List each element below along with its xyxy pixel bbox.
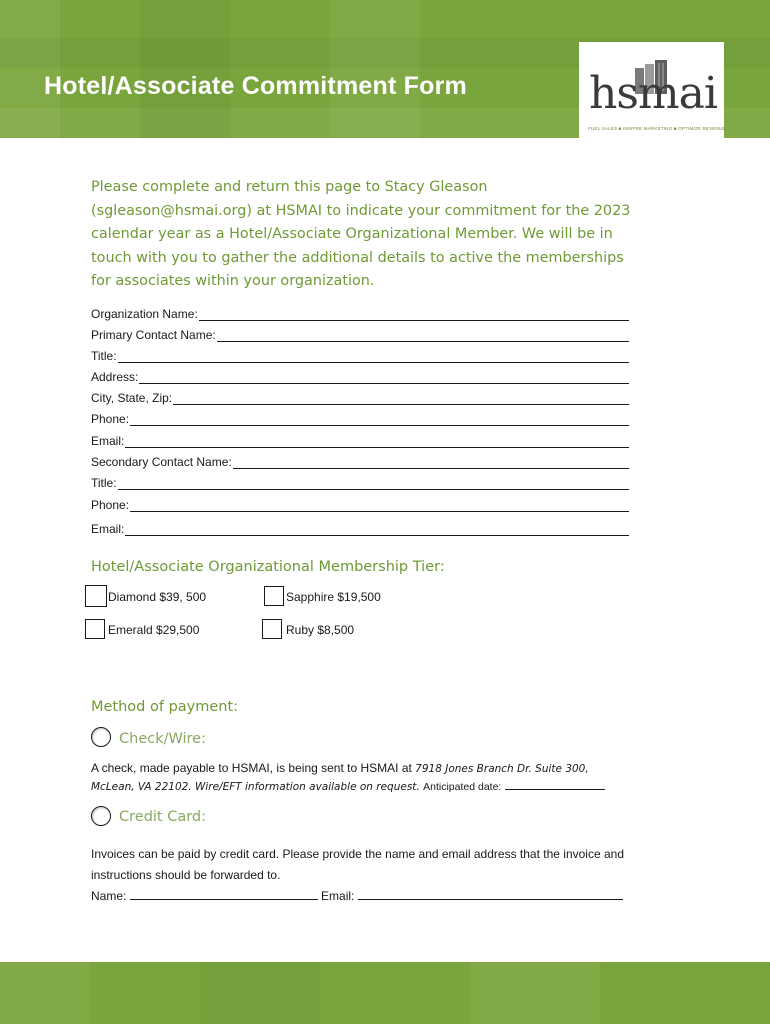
field-line [217,329,629,342]
credit-card-radio[interactable] [91,806,111,826]
card-name-label: Name: [91,889,127,903]
field-line [125,523,629,536]
field-label: City, State, Zip: [91,391,173,405]
credit-card-label: Credit Card: [119,809,207,825]
ruby-checkbox[interactable] [262,619,282,639]
ruby-label: Ruby $8,500 [286,623,355,637]
primary-phone-field[interactable] [91,410,629,426]
check-instructions-line2 [91,778,605,793]
logo-tagline: FUEL SALES ■ INSPIRE MARKETING ■ OPTIMIZE REVENUE [588,126,726,131]
primary-title-field[interactable] [91,347,629,363]
primary-email-field[interactable] [91,432,629,448]
secondary-phone-field[interactable] [91,496,629,512]
field-line [130,413,629,426]
secondary-email-field[interactable] [91,520,629,536]
field-label: Phone: [91,498,130,512]
footer-banner [0,962,770,1024]
field-line [130,499,629,512]
field-label: Email: [91,522,125,536]
diamond-label: Diamond $39, 500 [108,590,207,604]
check-wire-label: Check/Wire: [119,731,206,747]
field-label: Primary Contact Name: [91,328,216,342]
sapphire-label: Sapphire $19,500 [286,590,381,604]
check-address-line2: McLean, VA 22102. Wire/EFT information available on request. [91,781,420,793]
sapphire-checkbox[interactable] [264,586,284,606]
field-label: Title: [91,476,117,490]
membership-tier-heading: Hotel/Associate Organizational Membership Tier: [91,559,445,575]
check-address-line1: 7918 Jones Branch Dr. Suite 300, [415,763,589,775]
organization-name-field[interactable] [91,305,629,321]
city-state-zip-field[interactable] [91,389,629,405]
intro-paragraph: Please complete and return this page to Stacy Gleason (sgleason@hsmai.org) at HSMAI to indicate your commitment for the 2023 calendar year as a Hotel/Associate Organizational Member. We will be in touch with you to gather the additional details to active the memberships for associates within your organization. [91,179,631,290]
card-name-input[interactable] [130,888,318,900]
field-label: Title: [91,349,117,363]
field-line [173,392,629,405]
secondary-contact-name-field[interactable] [91,453,629,469]
field-line [233,456,629,469]
header-banner [0,0,770,138]
card-instructions-line1: Invoices can be paid by credit card. Please provide the name and email address that the invoice and [91,847,624,861]
emerald-label: Emerald $29,500 [108,623,200,637]
address-field[interactable] [91,368,629,384]
field-label: Phone: [91,412,130,426]
anticipated-date-input[interactable] [505,778,605,790]
field-line [125,435,629,448]
field-label: Secondary Contact Name: [91,455,232,469]
field-label: Address: [91,370,139,384]
field-label: Organization Name: [91,307,198,321]
field-line [199,308,629,321]
card-email-input[interactable] [358,888,623,900]
primary-contact-name-field[interactable] [91,326,629,342]
secondary-title-field[interactable] [91,474,629,490]
hsmai-logo [579,42,724,138]
logo-wordmark: hsmai [589,68,717,119]
field-line [118,350,629,363]
check-instructions-line1 [91,761,589,775]
check-text: A check, made payable to HSMAI, is being sent to HSMAI at [91,761,412,775]
card-email-label: Email: [321,889,355,903]
field-label: Email: [91,434,125,448]
anticipated-date-label: Anticipated date: [423,781,502,793]
payment-method-heading: Method of payment: [91,699,239,715]
card-contact-line [91,888,623,903]
card-instructions-line2: instructions should be forwarded to. [91,868,281,882]
emerald-checkbox[interactable] [85,619,105,639]
field-line [118,477,629,490]
page-title: Hotel/Associate Commitment Form [44,72,467,100]
check-wire-radio[interactable] [91,727,111,747]
field-line [139,371,629,384]
diamond-checkbox[interactable] [85,585,107,607]
